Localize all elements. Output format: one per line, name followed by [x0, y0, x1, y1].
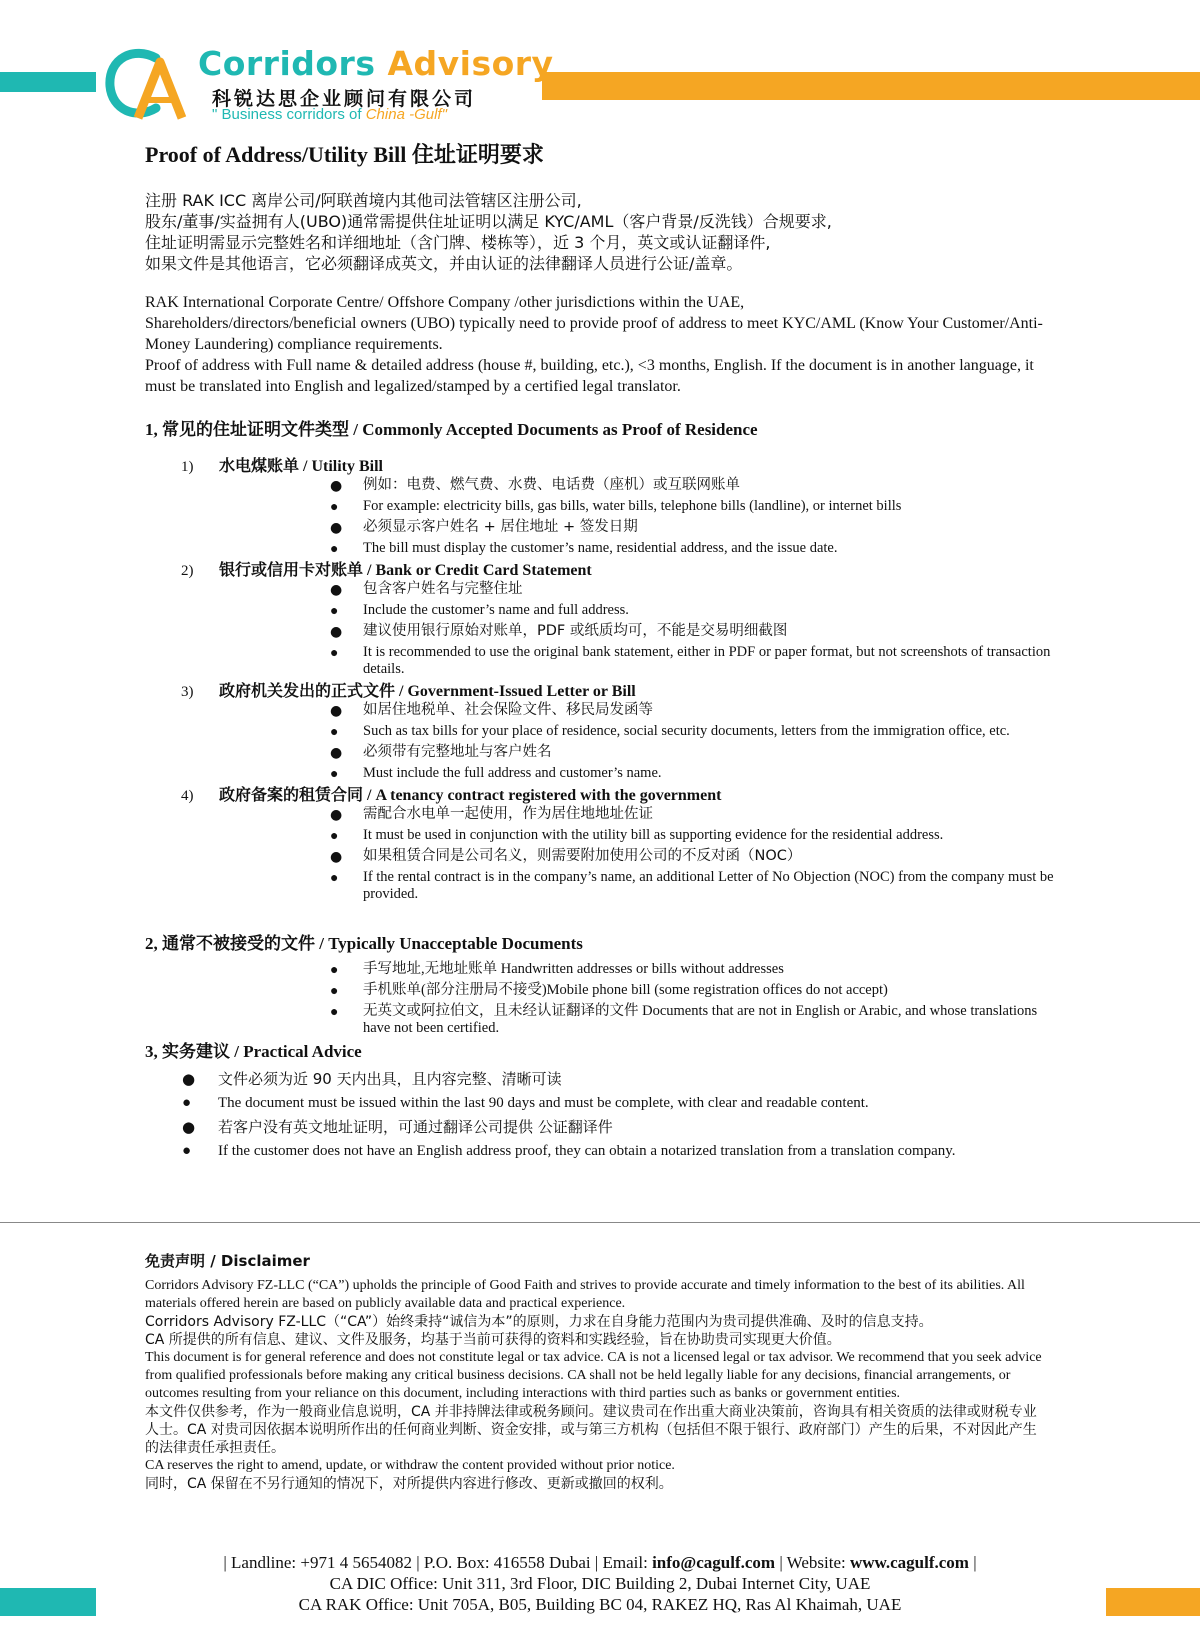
list-item: ● Must include the full address and customer’s name.: [330, 765, 662, 782]
list-item: ● Such as tax bills for your place of residence, social security documents, letters from the immigration office, etc.: [330, 723, 1010, 740]
item-number: 3): [181, 684, 194, 700]
bullet-icon: ●: [330, 807, 343, 823]
bullet-icon: ●: [330, 1005, 339, 1020]
document-title: Proof of Address/Utility Bill 住址证明要求: [145, 142, 544, 167]
list-item: ● 例如：电费、燃气费、水费、电话费（座机）或互联网账单: [330, 477, 740, 494]
intro-cn-line: 股东/董事/实益拥有人(UBO)通常需提供住址证明以满足 KYC/AML（客户背景/反洗钱）合规要求,: [145, 212, 832, 231]
item-title: 政府机关发出的正式文件 / Government-Issued Letter or Bill: [219, 683, 636, 700]
doc-type-item: [181, 561, 1065, 581]
bullet-list: [145, 581, 1065, 678]
bullet-icon: ●: [330, 582, 343, 598]
section1-title: 1, 常见的住址证明文件类型 / Commonly Accepted Documents as Proof of Residence: [145, 420, 758, 439]
list-item: ● 无英文或阿拉伯文，且未经认证翻译的文件 Documents that are not in English or Arabic, and whose translations have not been certified.: [330, 1003, 1038, 1036]
item-number: 4): [181, 788, 194, 804]
disclaimer-paragraph: 本文件仅供参考，作为一般商业信息说明，CA 并非持牌法律或税务顾问。建议贵司在作出重大商业决策前，咨询具有相关资质的法律或财税专业人士。CA 对贵司因依据本说明所作出的任何商业判断、资金安排，或与第三方机构（包括但不限于银行、政府部门）产生的后果，不对因此产生的法律责任承担责任。: [145, 1404, 1037, 1456]
list-item: ● 如果租赁合同是公司名义，则需要附加使用公司的不反对函（NOC）: [330, 848, 802, 865]
item-number: 1): [181, 459, 194, 475]
disclaimer-paragraph: 同时，CA 保留在不另行通知的情况下，对所提供内容进行修改、更新或撤回的权利。: [145, 1476, 673, 1492]
company-name-part2: Advisory: [387, 44, 554, 83]
bullet-icon: ●: [330, 520, 343, 536]
intro-cn-line: 注册 RAK ICC 离岸公司/阿联酋境内其他司法管辖区注册公司,: [145, 191, 582, 210]
bullet-icon: ●: [330, 984, 339, 999]
disclaimer-paragraph: Corridors Advisory FZ-LLC（“CA”）始终秉持“诚信为本”的原则，力求在自身能力范围内为贵司提供准确、及时的信息支持。: [145, 1314, 933, 1330]
list-item: ● If the rental contract is in the company’s name, an additional Letter of No Objection (NOC) from the company must be provided.: [330, 869, 1054, 902]
email-link[interactable]: info@cagulf.com: [652, 1553, 776, 1572]
item-title: 水电煤账单 / Utility Bill: [219, 458, 384, 475]
bullet-icon: ●: [330, 963, 339, 978]
intro-en-line: Proof of address with Full name & detailed address (house #, building, etc.), <3 months, English. If the document is in another language, it must be translated into English and legalized/stamped by a certified legal translator.: [145, 357, 1034, 395]
disclaimer-paragraph: CA 所提供的所有信息、建议、文件及服务，均基于当前可获得的资料和实践经验，旨在协助贵司实现更大价值。: [145, 1332, 841, 1348]
bullet-icon: ●: [330, 745, 343, 761]
item-title: 政府备案的租赁合同 / A tenancy contract registered with the government: [219, 787, 722, 804]
bullet-list: [145, 702, 1065, 782]
list-item: ● It must be used in conjunction with the utility bill as supporting evidence for the residential address.: [330, 827, 944, 844]
list-item: ● 手写地址,无地址账单 Handwritten addresses or bills without addresses: [330, 961, 784, 978]
footer-line-contact: | Landline: +971 4 5654082 | P.O. Box: 416558 Dubai | Email: info@cagulf.com | Website: www.cagulf.com |: [223, 1553, 977, 1572]
bullet-icon: ●: [330, 500, 339, 515]
intro-cn-line: 住址证明需显示完整姓名和详细地址（含门牌、楼栋等），近 3 个月，英文或认证翻译件,: [145, 233, 771, 252]
bullet-icon: ●: [330, 624, 343, 640]
bullet-icon: ●: [182, 1095, 192, 1111]
footer-contact: [0, 1552, 1200, 1615]
bullet-icon: ●: [330, 767, 339, 782]
divider: [0, 1222, 1200, 1223]
bullet-list: [145, 961, 1065, 1037]
header-bar-orange: [542, 72, 1200, 100]
bullet-icon: ●: [330, 849, 343, 865]
bullet-list: [145, 806, 1065, 903]
disclaimer-paragraph: This document is for general reference and does not constitute legal or tax advice. CA is not a licensed legal or tax advisor. We recommend that you seek advice from qualified professionals before making any critical business decisions. CA shall not be held legally liable for any decisions, financial arrangements, or outcomes resulting from your reliance on this document, including interactions with third parties such as banks or government entities.: [145, 1350, 1042, 1401]
bullet-list: [145, 477, 1065, 557]
bullet-icon: ●: [330, 478, 343, 494]
list-item: ● 必须显示客户姓名 + 居住地址 + 签发日期: [330, 519, 638, 536]
company-tagline: [212, 106, 447, 123]
list-item: ● The bill must display the customer’s name, residential address, and the issue date.: [330, 540, 838, 557]
tagline-accent: China -Gulf": [365, 106, 447, 123]
doc-type-item: [181, 682, 1065, 702]
list-item: ● 必须带有完整地址与客户姓名: [330, 744, 552, 761]
list-item: ● 若客户没有英文地址证明，可通过翻译公司提供 公证翻译件: [182, 1118, 613, 1136]
bullet-icon: ●: [182, 1070, 196, 1088]
intro-en-line: RAK International Corporate Centre/ Offshore Company /other jurisdictions within the UAE,: [145, 294, 745, 311]
bullet-icon: ●: [182, 1143, 192, 1159]
bullet-icon: ●: [182, 1118, 196, 1136]
item-number: 2): [181, 563, 194, 579]
doc-type-item: [181, 786, 1065, 806]
list-item: ● It is recommended to use the original bank statement, either in PDF or paper format, but not screenshots of transaction details.: [330, 644, 1051, 677]
bullet-icon: ●: [330, 829, 339, 844]
website-link[interactable]: www.cagulf.com: [849, 1553, 969, 1572]
intro-en: [145, 292, 1065, 397]
list-item: ● The document must be issued within the last 90 days and must be complete, with clear and readable content.: [182, 1095, 869, 1111]
intro-cn-line: 如果文件是其他语言，它必须翻译成英文，并由认证的法律翻译人员进行公证/盖章。: [145, 254, 743, 273]
company-logo: [104, 44, 554, 124]
footer-bar-teal: [0, 1588, 96, 1616]
disclaimer-paragraph: Corridors Advisory FZ-LLC (“CA”) upholds the principle of Good Faith and strives to provide accurate and timely information to the best of its abilities. All materials offered herein are based on publicly available data and practical experience.: [145, 1278, 1025, 1311]
bullet-icon: ●: [330, 646, 339, 661]
tagline-prefix: " Business corridors of: [212, 106, 366, 123]
company-name: [198, 44, 554, 84]
footer-line-dic-office: CA DIC Office: Unit 311, 3rd Floor, DIC Building 2, Dubai Internet City, UAE: [329, 1574, 871, 1593]
doc-type-item: [181, 457, 1065, 477]
list-item: ● 手机账单(部分注册局不接受)Mobile phone bill (some registration offices do not accept): [330, 982, 888, 999]
footer-bar-orange: [1106, 1588, 1200, 1616]
document-body: [145, 140, 1065, 1165]
bullet-icon: ●: [330, 725, 339, 740]
bullet-icon: ●: [330, 871, 339, 886]
disclaimer-title: 免责声明 / Disclaimer: [145, 1252, 310, 1270]
list-item: ● For example: electricity bills, gas bills, water bills, telephone bills (landline), or internet bills: [330, 498, 902, 515]
disclaimer: [145, 1250, 1050, 1493]
bullet-list: [145, 1069, 1065, 1161]
bullet-icon: ●: [330, 542, 339, 557]
section2-title: 2, 通常不被接受的文件 / Typically Unacceptable Documents: [145, 934, 583, 953]
list-item: ● Include the customer’s name and full address.: [330, 602, 629, 619]
section1-list: [145, 457, 1065, 903]
footer-line-rak-office: CA RAK Office: Unit 705A, B05, Building BC 04, RAKEZ HQ, Ras Al Khaimah, UAE: [298, 1595, 902, 1614]
disclaimer-paragraph: CA reserves the right to amend, update, or withdraw the content provided without prior notice.: [145, 1458, 675, 1473]
company-name-part1: Corridors: [198, 44, 376, 83]
list-item: ● 文件必须为近 90 天内出具，且内容完整、清晰可读: [182, 1070, 562, 1088]
list-item: ● If the customer does not have an English address proof, they can obtain a notarized translation from a translation company.: [182, 1143, 956, 1159]
item-title: 银行或信用卡对账单 / Bank or Credit Card Statement: [219, 562, 592, 579]
ca-logo-mark-icon: [104, 44, 190, 124]
list-item: ● 建议使用银行原始对账单，PDF 或纸质均可，不能是交易明细截图: [330, 623, 788, 640]
list-item: ● 包含客户姓名与完整住址: [330, 581, 523, 598]
list-item: ● 如居住地税单、社会保险文件、移民局发函等: [330, 702, 653, 719]
company-name-cn: 科锐达思企业顾问有限公司: [212, 88, 477, 110]
header-bar-teal: [0, 72, 96, 92]
list-item: ● 需配合水电单一起使用，作为居住地地址佐证: [330, 806, 653, 823]
bullet-icon: ●: [330, 703, 343, 719]
bullet-icon: ●: [330, 604, 339, 619]
intro-cn: [145, 190, 1065, 274]
section3-title: 3, 实务建议 / Practical Advice: [145, 1042, 362, 1061]
intro-en-line: Shareholders/directors/beneficial owners (UBO) typically need to provide proof of address to meet KYC/AML (Know Your Customer/Anti-Money Laundering) compliance requirements.: [145, 315, 1043, 353]
